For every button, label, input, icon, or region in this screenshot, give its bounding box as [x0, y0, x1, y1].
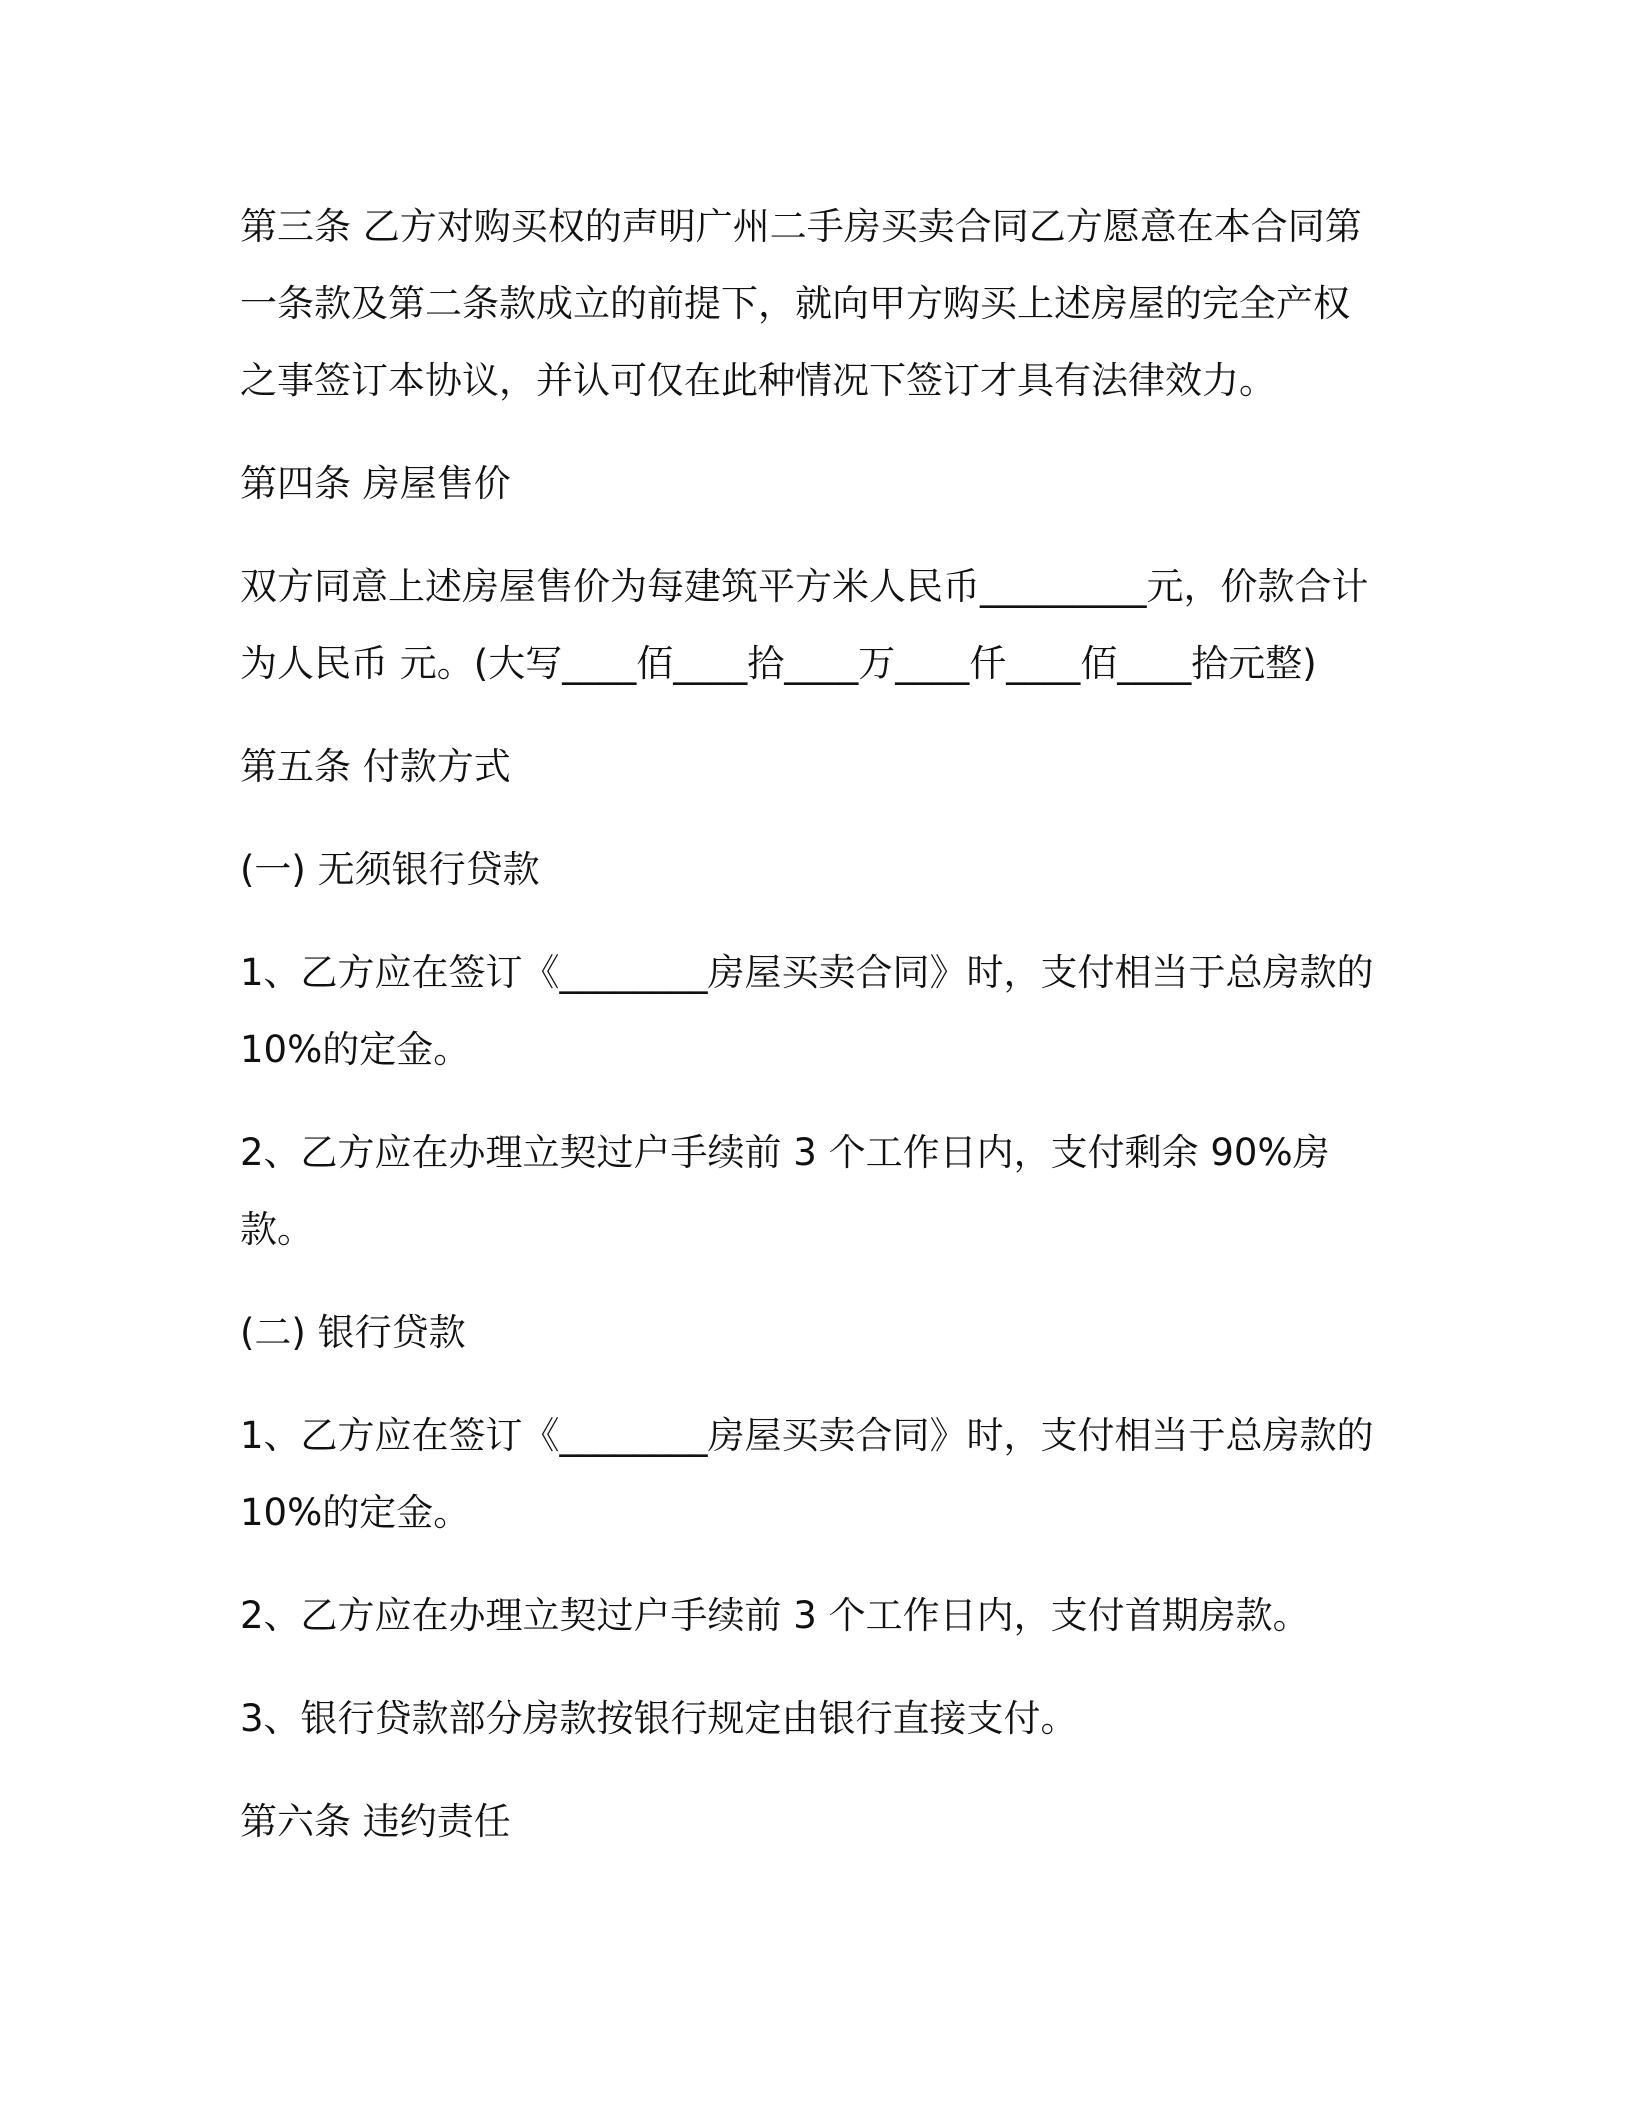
clause-4-price-text: 双方同意上述房屋售价为每建筑平方米人民币_________元，价款合计为人民币 元。(大写____佰____拾____万____仟____佰____拾元整)	[240, 565, 1369, 685]
bank-loan-subheading: (二) 银行贷款	[240, 1311, 466, 1354]
no-loan-item-1: 1、乙方应在签订《________房屋买卖合同》时，支付相当于总房款的 10%的定金。	[240, 951, 1374, 1071]
document-body	[240, 188, 1380, 1860]
clause-3-purchase-right-statement: 第三条 乙方对购买权的声明广州二手房买卖合同乙方愿意在本合同第一条款及第二条款成立的前提下，就向甲方购买上述房屋的完全产权之事签订本协议，并认可仅在此种情况下签订才具有法律效力。	[240, 205, 1362, 402]
clause-6-heading: 第六条 违约责任	[240, 1800, 511, 1843]
bank-loan-item-3: 3、银行贷款部分房款按银行规定由银行直接支付。	[240, 1697, 1078, 1740]
bank-loan-item-2: 2、乙方应在办理立契过户手续前 3 个工作日内，支付首期房款。	[240, 1594, 1310, 1637]
no-loan-subheading: (一) 无须银行贷款	[240, 848, 540, 891]
no-loan-item-2: 2、乙方应在办理立契过户手续前 3 个工作日内，支付剩余 90%房款。	[240, 1131, 1330, 1251]
clause-4-heading: 第四条 房屋售价	[240, 462, 511, 505]
clause-5-heading: 第五条 付款方式	[240, 745, 511, 788]
bank-loan-item-1: 1、乙方应在签订《________房屋买卖合同》时，支付相当于总房款的 10%的定金。	[240, 1414, 1374, 1534]
